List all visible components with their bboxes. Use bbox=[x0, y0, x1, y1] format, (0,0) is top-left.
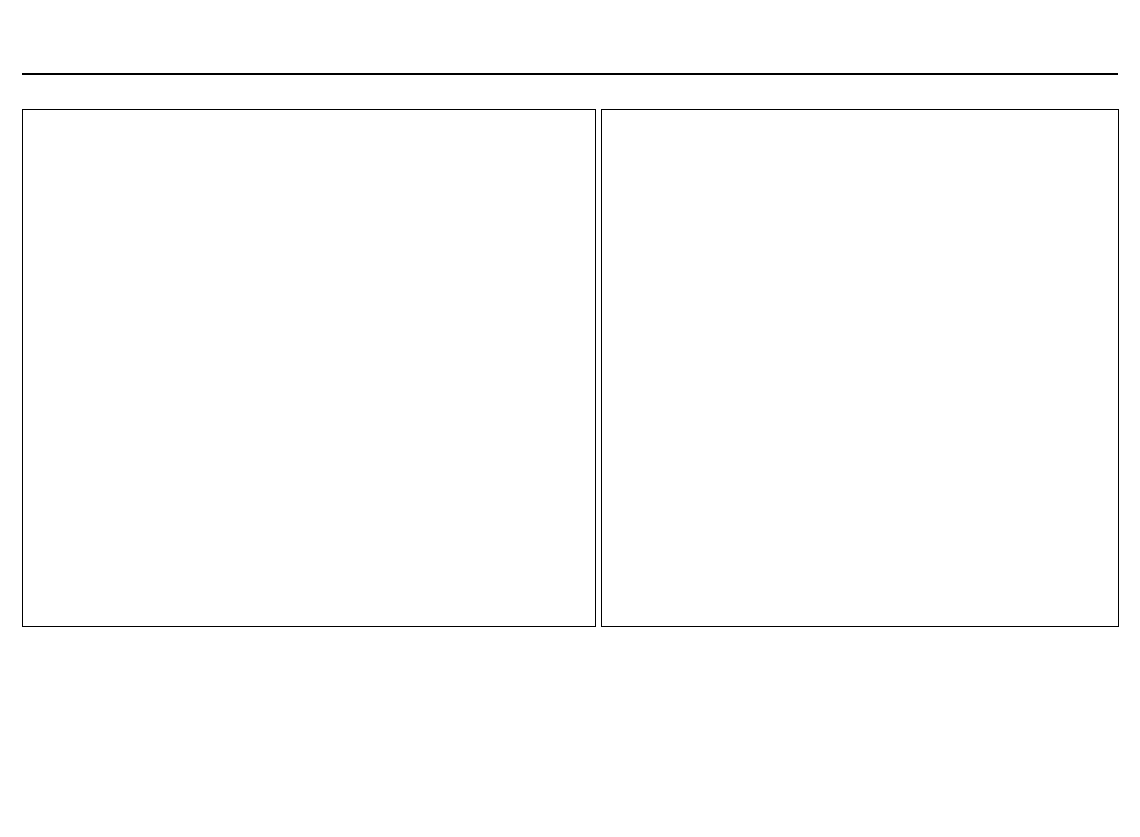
title-rule bbox=[22, 73, 1118, 75]
morning-schedule-panel bbox=[22, 109, 596, 627]
afternoon-schedule-panel bbox=[601, 109, 1119, 627]
